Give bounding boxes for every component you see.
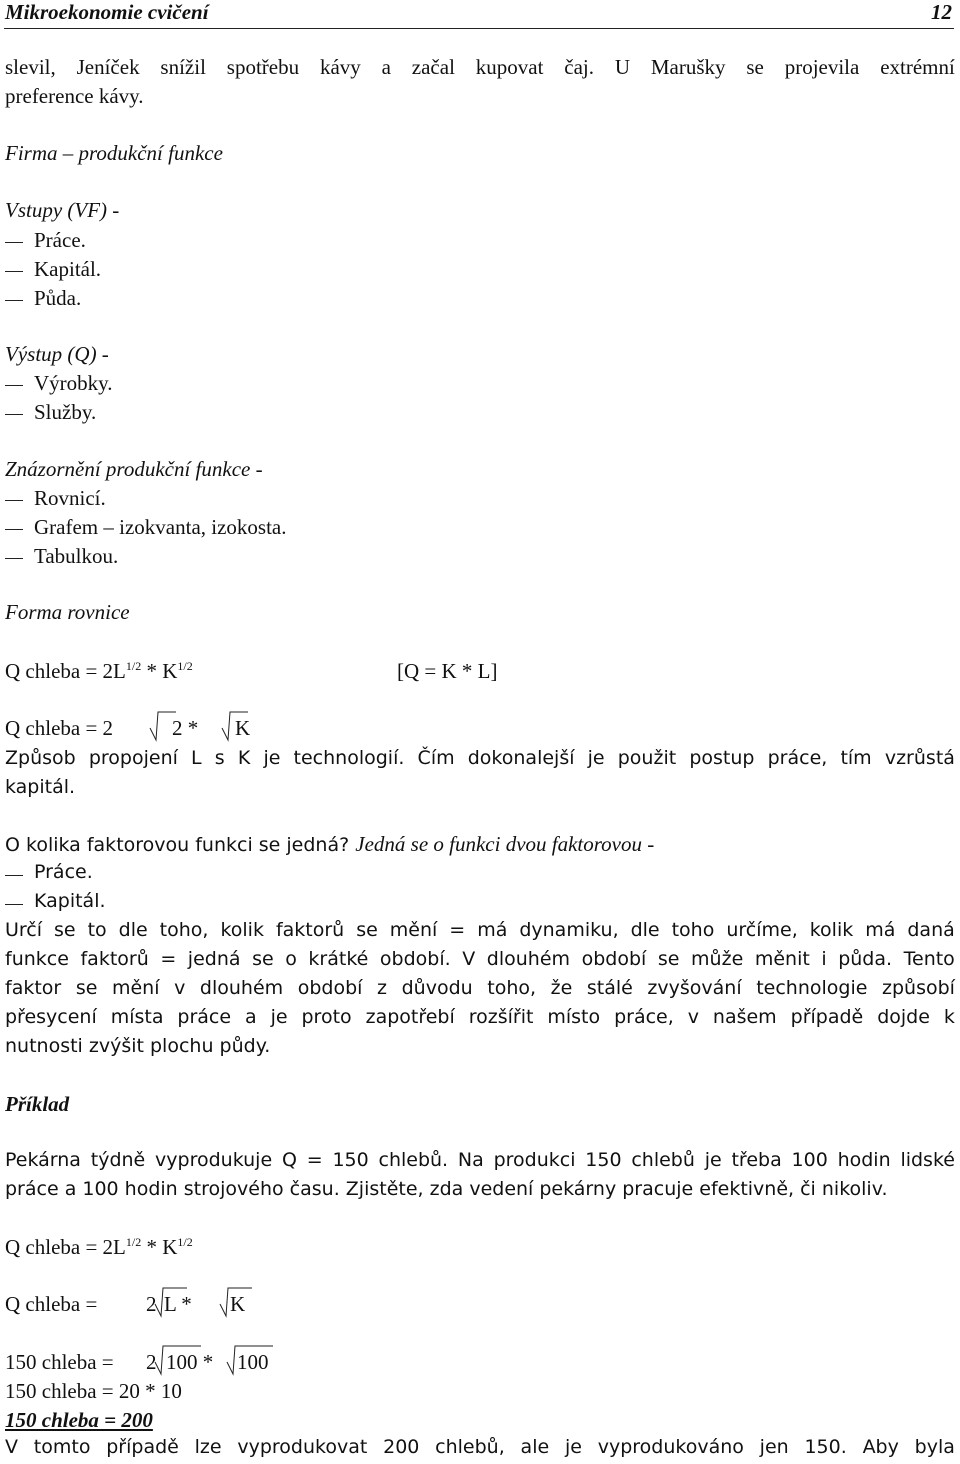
word: se bbox=[657, 948, 680, 970]
word: a bbox=[381, 55, 391, 79]
word: kolik bbox=[220, 919, 264, 941]
word: propojení bbox=[88, 747, 178, 769]
p3-line-1 bbox=[5, 921, 955, 940]
equation-5-part-a: 150 chleba = bbox=[5, 1350, 114, 1374]
page-header bbox=[5, 0, 952, 28]
word: chlebů, bbox=[435, 1436, 505, 1458]
vystup-vyrobky: Výrobky. bbox=[34, 371, 113, 395]
word: v bbox=[687, 1006, 699, 1028]
word: místo bbox=[547, 1006, 601, 1028]
word: K bbox=[237, 747, 251, 769]
equation-5-part-d: 100 bbox=[237, 1350, 269, 1374]
faktor-kapital: Kapitál. bbox=[34, 890, 106, 912]
word: ale bbox=[520, 1436, 550, 1458]
word: zvyšování bbox=[647, 977, 742, 999]
word: se bbox=[356, 919, 378, 941]
dash-icon bbox=[5, 385, 23, 386]
word: V bbox=[5, 1436, 18, 1458]
p4-line-1 bbox=[5, 1151, 955, 1170]
header-title: Mikroekonomie cvičení bbox=[5, 0, 209, 24]
word: Jeníček bbox=[76, 55, 140, 79]
word: faktor bbox=[5, 977, 62, 999]
word: je bbox=[587, 747, 605, 769]
word: zapotřebí bbox=[365, 1006, 455, 1028]
word: dle bbox=[630, 919, 660, 941]
dash-icon bbox=[5, 242, 23, 243]
p2-line-2: kapitál. bbox=[5, 776, 76, 798]
word: produkci bbox=[493, 1149, 576, 1171]
vstup-prace: Práce. bbox=[34, 228, 86, 252]
word: Aby bbox=[862, 1436, 899, 1458]
word: daná bbox=[907, 919, 955, 941]
vstup-kapital: Kapitál. bbox=[34, 257, 102, 281]
word: tím bbox=[840, 747, 872, 769]
word: 150 bbox=[332, 1149, 369, 1171]
dash-icon bbox=[5, 529, 23, 530]
heading-vstupy: Vstupy (VF) - bbox=[5, 198, 120, 222]
word: Čím bbox=[417, 747, 455, 769]
p3-line-3 bbox=[5, 979, 955, 998]
faktor-prace: Práce. bbox=[34, 861, 93, 883]
dash-icon bbox=[5, 875, 23, 876]
word: třeba bbox=[731, 1149, 782, 1171]
word: projevila bbox=[784, 55, 860, 79]
dash-icon bbox=[5, 414, 23, 415]
znazorneni-grafem: Grafem – izokvanta, izokosta. bbox=[34, 515, 287, 539]
word: čaj. bbox=[564, 55, 594, 79]
word: vzrůstá bbox=[884, 747, 955, 769]
word: toho, bbox=[487, 977, 537, 999]
word: mění bbox=[389, 919, 438, 941]
vystup-sluzby: Služby. bbox=[34, 400, 97, 424]
equation-4-part-d: K bbox=[230, 1292, 246, 1316]
equation-6: 150 chleba = 20 * 10 bbox=[5, 1379, 182, 1403]
question-kolika-text: O kolika faktorovou funkci se jedná? bbox=[5, 834, 350, 856]
eq1-mid: * K bbox=[141, 659, 178, 683]
word: tomto bbox=[33, 1436, 91, 1458]
equation-2-part-a: Q chleba = 2 bbox=[5, 716, 114, 740]
eq1-left: Q chleba = 2L bbox=[5, 659, 126, 683]
word: vyprodukuje bbox=[155, 1149, 273, 1171]
word: vyprodukováno bbox=[597, 1436, 744, 1458]
znazorneni-rovnici: Rovnicí. bbox=[34, 486, 106, 510]
word: se bbox=[252, 948, 274, 970]
word: období bbox=[297, 977, 363, 999]
word: stálé bbox=[586, 977, 633, 999]
word: období bbox=[581, 948, 647, 970]
equation-5-part-b: 2 bbox=[146, 1350, 157, 1374]
word: je bbox=[704, 1149, 722, 1171]
word: je bbox=[263, 747, 281, 769]
eq1-exp-l: 1/2 bbox=[125, 659, 142, 673]
dash-icon bbox=[5, 558, 23, 559]
equation-1 bbox=[5, 661, 193, 682]
word: Q bbox=[281, 1149, 297, 1171]
equation-1-alt: [Q = K * L] bbox=[397, 659, 498, 683]
equation-2-part-c: K bbox=[235, 716, 251, 740]
word: postup bbox=[689, 747, 755, 769]
word: 200 bbox=[383, 1436, 420, 1458]
word: extrémní bbox=[880, 55, 955, 79]
word: půda. bbox=[838, 948, 893, 970]
p3-line-2 bbox=[5, 950, 955, 969]
word: technologií. bbox=[293, 747, 405, 769]
eq3-mid: * K bbox=[141, 1235, 178, 1259]
word: s bbox=[214, 747, 225, 769]
dash-icon bbox=[5, 904, 23, 905]
word: V bbox=[462, 948, 476, 970]
word: faktorů bbox=[80, 948, 149, 970]
word: dokonalejší bbox=[467, 747, 575, 769]
heading-priklad: Příklad bbox=[5, 1092, 70, 1116]
word: našem bbox=[712, 1006, 777, 1028]
word: lidské bbox=[900, 1149, 955, 1171]
word: k bbox=[943, 1006, 955, 1028]
word: lze bbox=[194, 1436, 222, 1458]
word: důvodu bbox=[401, 977, 473, 999]
p4-line-2: práce a 100 hodin strojového času. Zjistěte, zda vedení pekárny pracuje efektivně, či nikoliv. bbox=[5, 1178, 888, 1200]
heading-forma: Forma rovnice bbox=[5, 600, 130, 624]
equation-7-result: 150 chleba = 200 bbox=[5, 1408, 153, 1432]
question-kolika bbox=[5, 834, 654, 855]
word: = bbox=[306, 1149, 323, 1171]
word: faktorů bbox=[275, 919, 345, 941]
word: jedná bbox=[187, 948, 241, 970]
word: místa bbox=[110, 1006, 164, 1028]
equation-4-part-b: 2 bbox=[146, 1292, 157, 1316]
word: rozšířit bbox=[468, 1006, 534, 1028]
word: snížil bbox=[160, 55, 206, 79]
p2-line-1 bbox=[5, 749, 955, 768]
word: o bbox=[285, 948, 297, 970]
p3-line-5: nutnosti zvýšit plochu půdy. bbox=[5, 1035, 271, 1057]
word: Pekárna bbox=[5, 1149, 81, 1171]
eq3-exp-k: 1/2 bbox=[177, 1235, 193, 1249]
word: 100 bbox=[791, 1149, 828, 1171]
word: proto bbox=[301, 1006, 352, 1028]
word: případě bbox=[106, 1436, 179, 1458]
word: jen bbox=[759, 1436, 789, 1458]
word: i bbox=[821, 948, 827, 970]
word: funkce bbox=[5, 948, 69, 970]
word: práce, bbox=[767, 747, 828, 769]
word: L bbox=[191, 747, 202, 769]
equation-4-part-c: L * bbox=[164, 1292, 192, 1316]
word: přesycení bbox=[5, 1006, 97, 1028]
word: Na bbox=[457, 1149, 484, 1171]
word: dle bbox=[118, 919, 148, 941]
eq3-exp-l: 1/2 bbox=[125, 1235, 142, 1249]
word: a bbox=[245, 1006, 257, 1028]
dash-icon bbox=[5, 500, 23, 501]
word: 150 bbox=[585, 1149, 622, 1171]
word: Tento bbox=[903, 948, 955, 970]
equation-4-part-a: Q chleba = bbox=[5, 1292, 98, 1316]
heading-firma: Firma – produkční funkce bbox=[5, 141, 223, 165]
word: kávy bbox=[319, 55, 361, 79]
word: období. bbox=[379, 948, 451, 970]
word: 150. bbox=[804, 1436, 847, 1458]
equation-5-part-c: 100 * bbox=[166, 1350, 214, 1374]
word: dojde bbox=[877, 1006, 930, 1028]
word: spotřebu bbox=[226, 55, 300, 79]
heading-vystup: Výstup (Q) - bbox=[5, 342, 109, 366]
word: Určí bbox=[5, 919, 43, 941]
p1-line-2: preference kávy. bbox=[5, 84, 144, 108]
word: měnit bbox=[754, 948, 810, 970]
word: krátké bbox=[308, 948, 369, 970]
word: se bbox=[54, 919, 76, 941]
word: je bbox=[270, 1006, 288, 1028]
heading-znazorneni: Znázornění produkční funkce - bbox=[5, 457, 263, 481]
word: toho, bbox=[159, 919, 209, 941]
word: má bbox=[865, 919, 896, 941]
word: má bbox=[477, 919, 508, 941]
word: chlebů. bbox=[378, 1149, 449, 1171]
word: práce bbox=[177, 1006, 232, 1028]
word: vyprodukovat bbox=[237, 1436, 368, 1458]
word: kolik bbox=[809, 919, 854, 941]
word: slevil, bbox=[5, 55, 56, 79]
eq1-exp-k: 1/2 bbox=[177, 659, 193, 673]
answer-kolika: Jedná se o funkci dvou faktorovou - bbox=[355, 832, 655, 856]
word: Marušky bbox=[650, 55, 726, 79]
p1-line-1 bbox=[5, 57, 955, 78]
word: způsobí bbox=[882, 977, 955, 999]
word: určíme, bbox=[726, 919, 798, 941]
vstup-puda: Půda. bbox=[34, 286, 82, 310]
word: může bbox=[691, 948, 744, 970]
word: dynamiku, bbox=[519, 919, 619, 941]
p5-line-1 bbox=[5, 1438, 955, 1457]
word: technologie bbox=[756, 977, 868, 999]
header-rule bbox=[4, 28, 954, 29]
word: týdně bbox=[90, 1149, 146, 1171]
word: Způsob bbox=[5, 747, 76, 769]
word: dlouhém bbox=[486, 948, 571, 970]
word: použit bbox=[617, 747, 677, 769]
word: toho bbox=[671, 919, 715, 941]
word: práce, bbox=[614, 1006, 674, 1028]
word: z bbox=[377, 977, 388, 999]
word: = bbox=[449, 919, 466, 941]
equation-3 bbox=[5, 1237, 193, 1258]
eq3-left: Q chleba = 2L bbox=[5, 1235, 126, 1259]
word: hodin bbox=[837, 1149, 891, 1171]
word: kupovat bbox=[475, 55, 544, 79]
word: se bbox=[75, 977, 98, 999]
word: chlebů bbox=[631, 1149, 695, 1171]
word: = bbox=[160, 948, 177, 970]
word: případě bbox=[790, 1006, 864, 1028]
word: že bbox=[550, 977, 573, 999]
word: dlouhém bbox=[199, 977, 284, 999]
word: mění bbox=[111, 977, 160, 999]
p3-line-4 bbox=[5, 1008, 955, 1027]
word: se bbox=[746, 55, 764, 79]
word: je bbox=[564, 1436, 582, 1458]
word: U bbox=[614, 55, 630, 79]
word: byla bbox=[914, 1436, 955, 1458]
word: to bbox=[87, 919, 107, 941]
word: v bbox=[174, 977, 186, 999]
znazorneni-tabulkou: Tabulkou. bbox=[34, 544, 119, 568]
equation-2-part-b: 2 * bbox=[172, 716, 199, 740]
page-number: 12 bbox=[931, 0, 952, 24]
dash-icon bbox=[5, 300, 23, 301]
word: začal bbox=[411, 55, 455, 79]
dash-icon bbox=[5, 271, 23, 272]
